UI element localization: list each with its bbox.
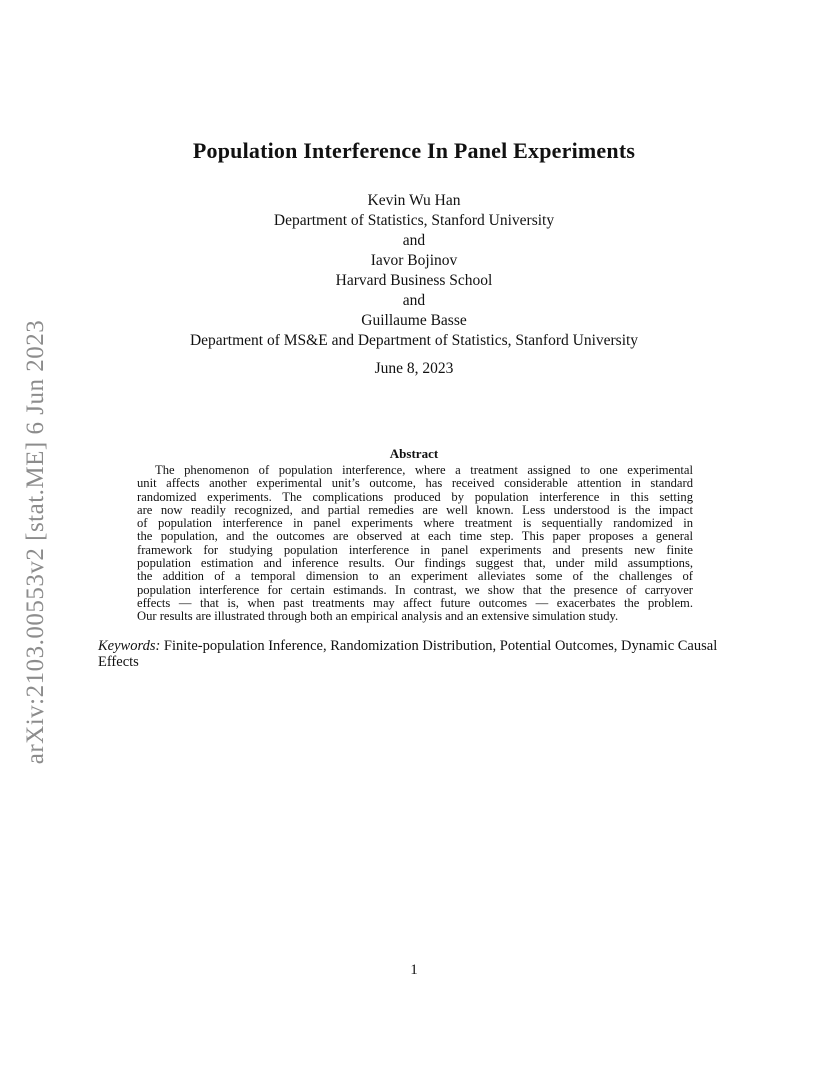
author-separator: and <box>402 232 426 249</box>
author-name: Kevin Wu Han <box>367 192 461 209</box>
abstract-line: of population interference in panel experiments where treatment is sequentially randomized in <box>137 516 693 531</box>
abstract-line: framework for studying population interference in panel experiments and presents new finite <box>137 542 693 557</box>
author-name: Guillaume Basse <box>361 312 467 329</box>
paper-title: Population Interference In Panel Experiments <box>192 138 636 163</box>
page-number: 1 <box>410 962 418 978</box>
author-block <box>0 191 828 351</box>
abstract-line: the population, and the outcomes are observed at each time step. This paper proposes a general <box>137 529 693 544</box>
author-affiliation: Harvard Business School <box>335 272 493 289</box>
abstract-line: are now readily recognized, and partial remedies are well known. Less understood is the impact <box>137 502 693 517</box>
abstract-line: population estimation and inference results. Our findings suggest that, under mild assumptions, <box>137 556 693 571</box>
abstract-line: unit affects another experimental unit’s outcome, has received considerable attention in standard <box>137 476 693 491</box>
abstract-line: randomized experiments. The complications produced by population interference in this setting <box>137 489 693 504</box>
keywords-label: Keywords: <box>98 638 161 654</box>
author-name: Iavor Bojinov <box>370 252 458 269</box>
abstract-line: The phenomenon of population interference, where a treatment assigned to one experimental <box>155 463 693 477</box>
author-separator: and <box>402 292 426 309</box>
keywords-text: Finite-population Inference, Randomization Distribution, Potential Outcomes, Dynamic Causal Effects <box>98 638 718 670</box>
author-affiliation: Department of MS&E and Department of Statistics, Stanford University <box>189 332 639 349</box>
abstract-line: Our results are illustrated through both an empirical analysis and an extensive simulation study. <box>137 609 619 624</box>
paper-date: June 8, 2023 <box>374 360 454 377</box>
abstract-line: population interference for certain estimands. In contrast, we show that the presence of carryover <box>137 582 693 597</box>
keywords <box>98 638 732 670</box>
abstract-body <box>137 464 693 624</box>
author-affiliation: Department of Statistics, Stanford University <box>273 212 555 229</box>
abstract-line: effects — that is, when past treatments may affect future outcomes — exacerbates the problem. <box>137 595 693 610</box>
abstract-heading: Abstract <box>389 446 439 461</box>
arxiv-identifier-stamp: arXiv:2103.00553v2 [stat.ME] 6 Jun 2023 <box>22 319 49 765</box>
abstract-line: the addition of a temporal dimension to an experiment alleviates some of the challenges of <box>137 569 693 584</box>
